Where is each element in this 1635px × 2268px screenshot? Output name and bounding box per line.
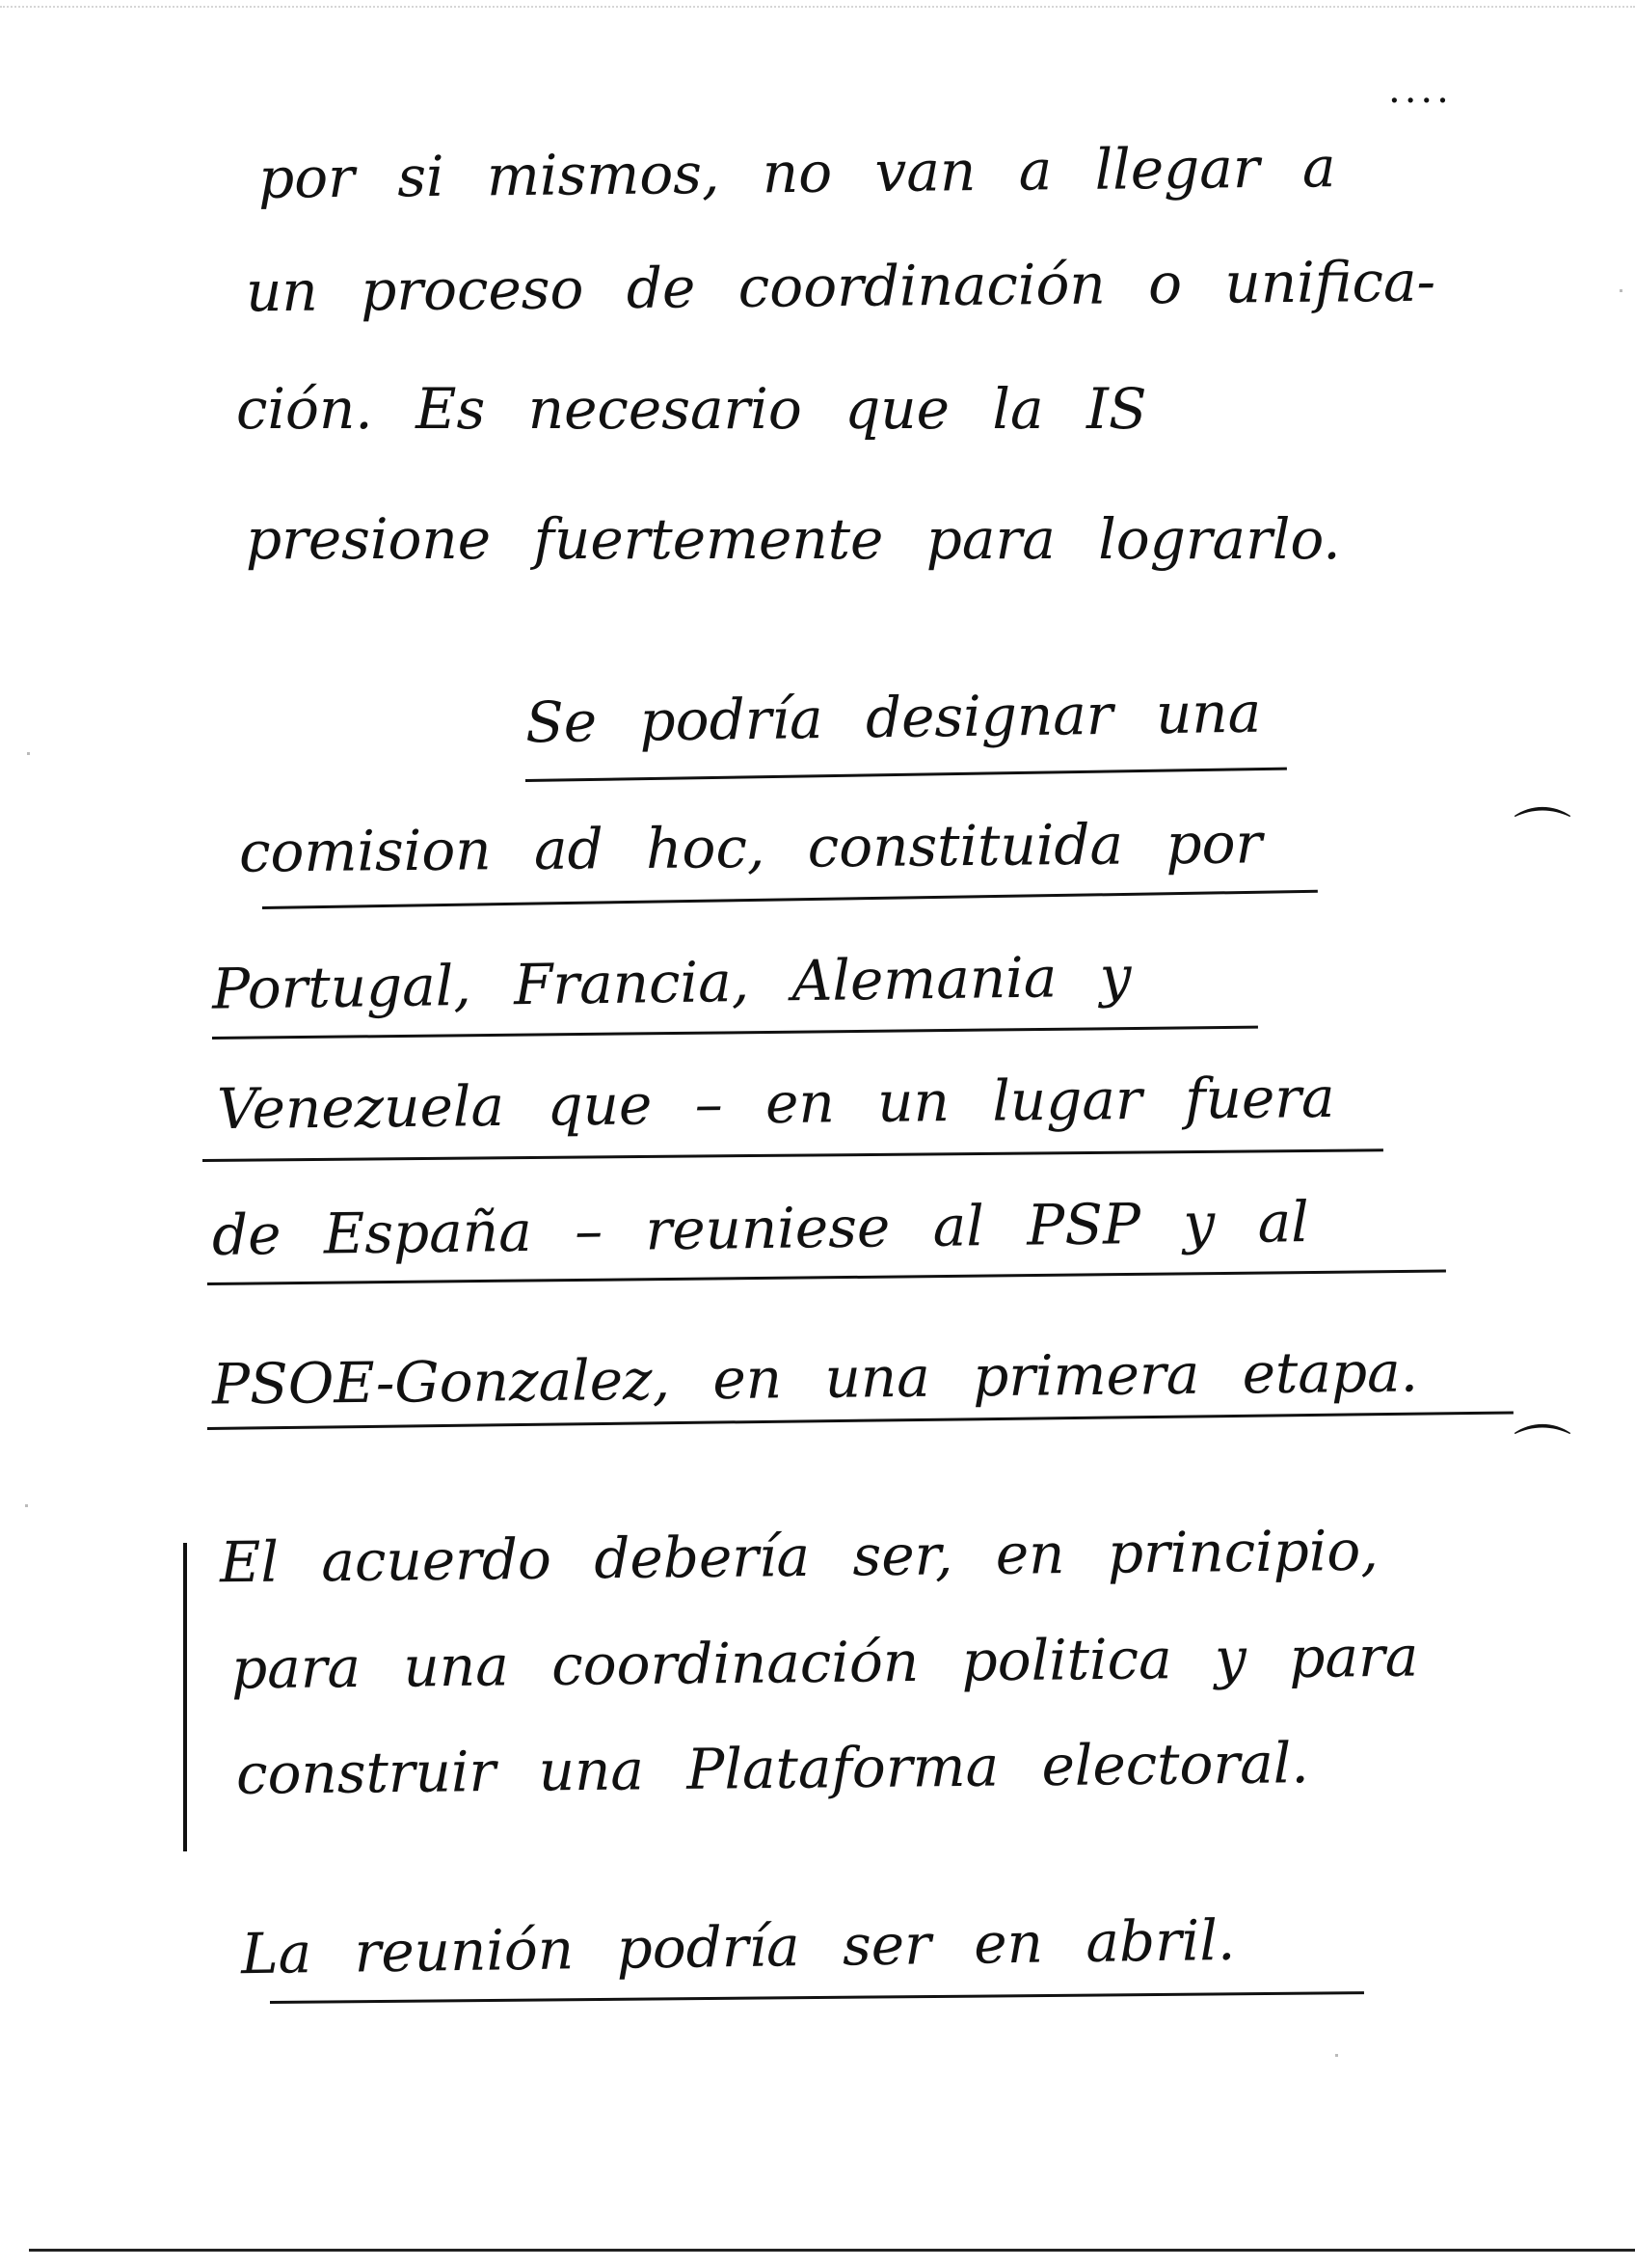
text-line-2: un proceso de coordinación o unifica- bbox=[245, 248, 1436, 325]
text-line-13: construir una Plataforma electoral. bbox=[235, 1730, 1310, 1807]
bracket-mark: ⌒ bbox=[1514, 803, 1571, 871]
text-line-3: ción. Es necesario que la IS bbox=[236, 376, 1147, 442]
text-line-12: para una coordinación politica y para bbox=[230, 1623, 1419, 1702]
text-line-11: El acuerdo debería ser, en principio, bbox=[219, 1517, 1380, 1596]
scan-edge-top bbox=[0, 6, 1635, 10]
text-line-14: La reunión podría ser en abril. bbox=[240, 1906, 1236, 1987]
bracket-mark: ⌒ bbox=[1514, 1420, 1571, 1488]
underline bbox=[212, 1026, 1258, 1040]
scan-speck bbox=[1335, 2054, 1338, 2057]
underline bbox=[525, 768, 1287, 782]
underline bbox=[270, 1991, 1364, 2004]
text-line-9: de España – reuniese al PSP y al bbox=[211, 1189, 1310, 1268]
text-line-4: presione fuertemente para lograrlo. bbox=[246, 506, 1341, 572]
text-line-10: PSOE-Gonzalez, en una primera etapa. bbox=[211, 1338, 1419, 1418]
underline bbox=[207, 1270, 1446, 1285]
margin-bracket-line bbox=[183, 1543, 187, 1851]
text-line-6: comision ad hoc, constituida por bbox=[238, 810, 1263, 885]
text-line-7: Portugal, Francia, Alemania y bbox=[211, 943, 1132, 1022]
underline bbox=[202, 1148, 1383, 1162]
underline bbox=[262, 890, 1318, 909]
text-line-5: Se podría designar una bbox=[524, 679, 1262, 756]
scan-edge-bottom bbox=[29, 2249, 1635, 2252]
scan-speck bbox=[27, 752, 30, 755]
scan-speck bbox=[25, 1504, 28, 1507]
text-line-8: Venezuela que – en un lugar fuera bbox=[216, 1064, 1335, 1143]
scan-speck bbox=[1620, 289, 1622, 292]
text-line-1: por si mismos, no van a llegar a bbox=[257, 134, 1336, 211]
page-continuation-marker: .... bbox=[1388, 68, 1453, 112]
